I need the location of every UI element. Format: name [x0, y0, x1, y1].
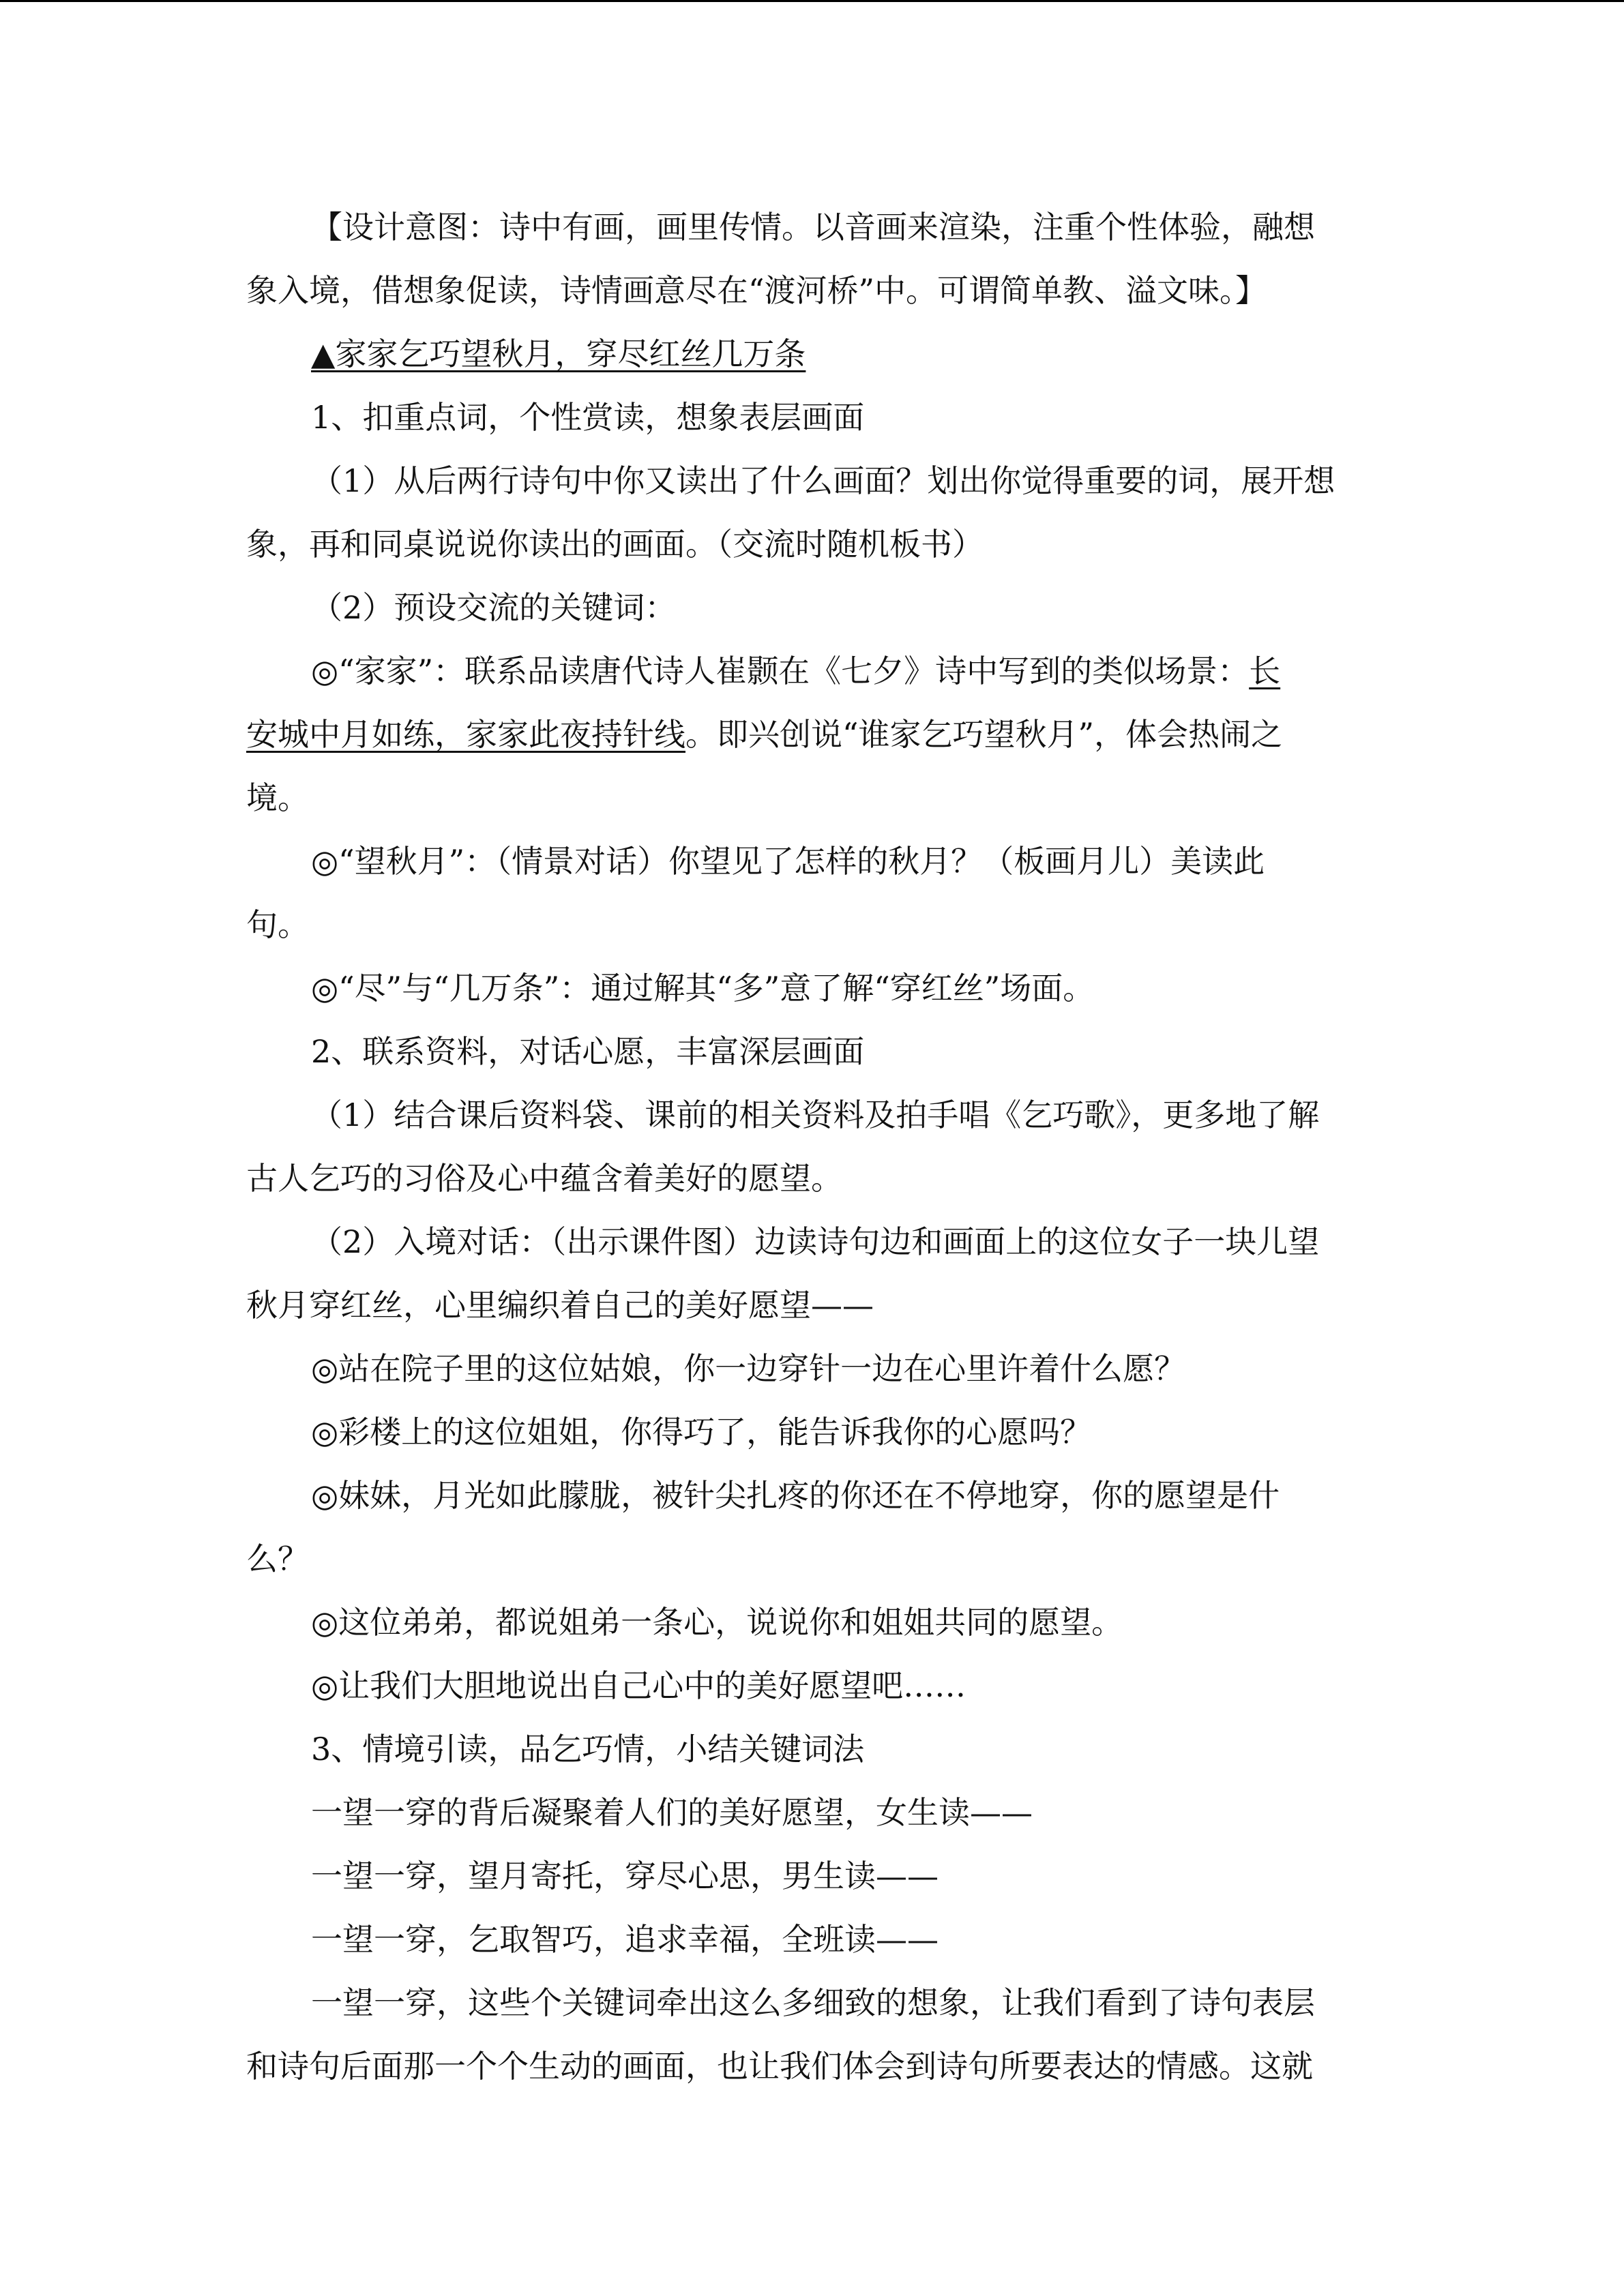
paragraph-design-intent-line-1: [311, 207, 1315, 248]
text-run: （2）入境对话：（出示课件图）边读诗句边和画面上的这位女子一块儿望: [311, 1223, 1320, 1260]
dialogue-item: [311, 1412, 1091, 1452]
paragraph-line: [311, 460, 1335, 501]
paragraph-line: [246, 1538, 309, 1579]
keyword-item-jiajia-cont: [246, 714, 1282, 755]
paragraph-line: [246, 1158, 842, 1199]
text-run: ◎“尽”与“几万条”：通过解其“多”意了解“穿红丝”场面。: [311, 970, 1095, 1007]
paragraph-line: [311, 1221, 1319, 1262]
text-run: 【设计意图：诗中有画，画里传情。以音画来渲染，注重个性体验，融想: [311, 209, 1315, 245]
step-3-heading: [311, 1729, 864, 1770]
text-run: 和诗句后面那一个个生动的画面，也让我们体会到诗句所要表达的情感。这就: [246, 2048, 1313, 2085]
dialogue-item: [311, 1602, 1123, 1643]
text-run: 象，再和同桌说说你读出的画面。（交流时随机板书）: [246, 526, 984, 563]
dialogue-item: [311, 1475, 1280, 1516]
text-run: ◎彩楼上的这位姐姐，你得巧了，能告诉我你的心愿吗？: [311, 1414, 1092, 1450]
guided-reading-line: [311, 1919, 939, 1960]
dialogue-item: [311, 1348, 1185, 1389]
paragraph-line: [246, 777, 309, 818]
paragraph-line: [311, 1094, 1319, 1135]
keyword-item-wangqiuyue: [311, 841, 1265, 882]
guided-reading-line: [311, 1792, 1033, 1833]
text-run: 秋月穿红丝，心里编织着自己的美好愿望——: [246, 1287, 874, 1324]
text-run: 3、情境引读，品乞巧情，小结关键词法: [311, 1731, 865, 1768]
underlined-heading-text: ▲家家乞巧望秋月，穿尽红丝几万条: [311, 336, 806, 372]
text-run: ◎这位弟弟，都说姐弟一条心，说说你和姐姐共同的愿望。: [311, 1604, 1123, 1641]
text-run: 古人乞巧的习俗及心中蕴含着美好的愿望。: [246, 1160, 842, 1197]
text-run: 1、扣重点词，个性赏读，想象表层画面: [311, 399, 865, 436]
text-run: ◎“家家”：联系品读唐代诗人崔颢在《七夕》诗中写到的类似场景：: [311, 653, 1250, 689]
paragraph-line: [311, 587, 676, 628]
paragraph-line: [246, 2046, 1313, 2087]
text-run: 。即兴创说“谁家乞巧望秋月”，体会热闹之: [685, 716, 1283, 753]
dialogue-item: [311, 1665, 966, 1706]
underlined-quote: 安城中月如练，家家此夜持针线: [246, 716, 685, 753]
underlined-quote: 长: [1249, 653, 1281, 689]
paragraph-line: [311, 1982, 1315, 2023]
text-run: ◎站在院子里的这位姑娘，你一边穿针一边在心里许着什么愿？: [311, 1350, 1186, 1387]
text-run: 2、联系资料，对话心愿，丰富深层画面: [311, 1033, 865, 1070]
paragraph-line: [246, 524, 984, 565]
text-run: 句。: [246, 906, 309, 943]
keyword-item-jin: [311, 968, 1094, 1009]
text-run: 象入境，借想象促读，诗情画意尽在“渡河桥”中。可谓简单教、溢文味。】: [246, 272, 1267, 309]
paragraph-line: [246, 1285, 874, 1326]
keyword-item-jiajia: [311, 651, 1280, 691]
text-run: 境。: [246, 779, 309, 816]
text-run: 一望一穿，望月寄托，穿尽心思，男生读——: [311, 1858, 939, 1894]
paragraph-line: [246, 904, 309, 945]
text-run: 一望一穿，这些个关键词牵出这么多细致的想象，让我们看到了诗句表层: [311, 1984, 1315, 2021]
text-run: 一望一穿的背后凝聚着人们的美好愿望，女生读——: [311, 1794, 1033, 1831]
text-run: 一望一穿，乞取智巧，追求幸福，全班读——: [311, 1921, 939, 1958]
text-run: ◎“望秋月”：（情景对话）你望见了怎样的秋月？（板画月儿）美读此: [311, 843, 1265, 880]
step-1-heading: [311, 397, 864, 438]
text-run: （1）从后两行诗句中你又读出了什么画面？划出你觉得重要的词，展开想: [311, 462, 1335, 499]
text-run: ◎妹妹，月光如此朦胧，被针尖扎疼的你还在不停地穿，你的愿望是什: [311, 1477, 1280, 1514]
step-2-heading: [311, 1031, 864, 1072]
text-run: 么？: [246, 1540, 309, 1577]
text-run: ◎让我们大胆地说出自己心中的美好愿望吧……: [311, 1667, 966, 1704]
guided-reading-line: [311, 1855, 939, 1896]
section-heading: [311, 333, 806, 374]
text-run: （2）预设交流的关键词：: [311, 589, 677, 626]
text-run: （1）结合课后资料袋、课前的相关资料及拍手唱《乞巧歌》，更多地了解: [311, 1097, 1320, 1133]
paragraph-design-intent-line-2: [246, 270, 1267, 311]
